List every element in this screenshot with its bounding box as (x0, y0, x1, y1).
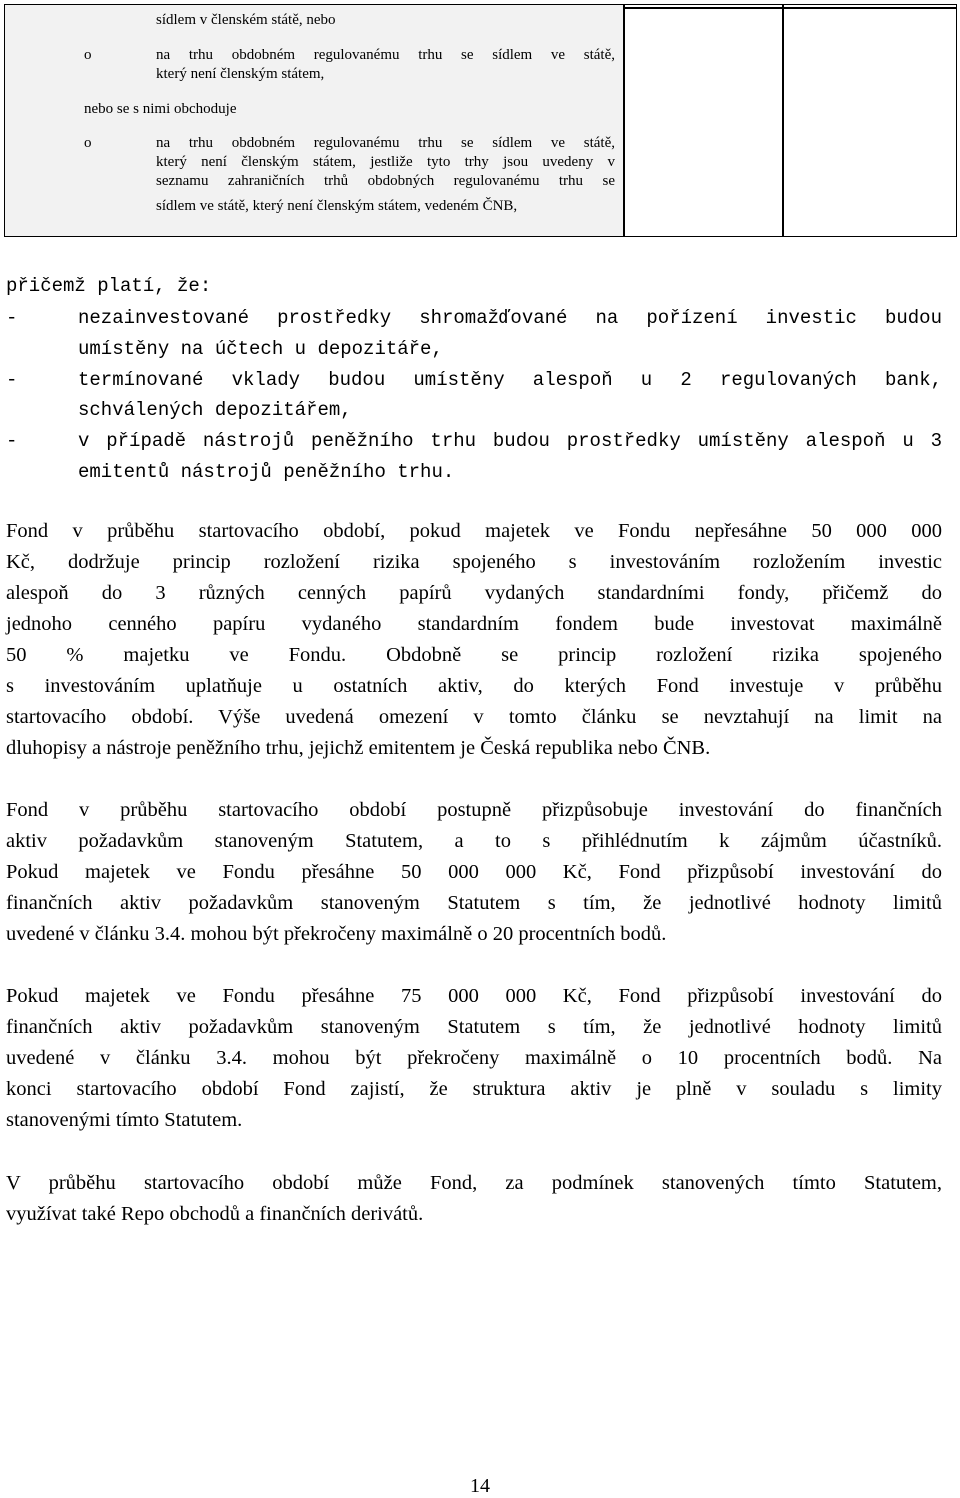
paragraph-line: Pokud majetek ve Fondu přesáhne 75 000 000 Kč, Fond přizpůsobí investování do (6, 985, 942, 1007)
table-cell-empty-3 (784, 5, 956, 236)
bullet-marker: o (84, 47, 92, 63)
list-item-line: termínované vklady budou umístěny alespoň u 2 regulovaných bank, (78, 369, 942, 391)
paragraph-line: s investováním uplatňuje u ostatních aktiv, do kterých Fond investuje v průběhu (6, 675, 942, 697)
paragraph-line: alespoň do 3 různých cenných papírů vydaných standardními fondy, přičemž do (6, 582, 942, 604)
paragraph-line: využívat také Repo obchodů a finančních derivátů. (6, 1203, 424, 1225)
table-line: seznamu zahraničních trhů obdobných regulovanému trhu se (156, 173, 615, 189)
list-dash: - (6, 430, 18, 452)
list-intro: přičemž platí, že: (6, 275, 212, 297)
list-dash: - (6, 307, 18, 329)
page-number: 14 (470, 1475, 490, 1497)
paragraph-line: jednoho cenného papíru vydaného standardním fondem bude investovat maximálně (6, 613, 942, 635)
paragraph-line: Fond v průběhu startovacího období postupně přizpůsobuje investování do finančních (6, 799, 942, 821)
paragraph-line: Pokud majetek ve Fondu přesáhne 50 000 000 Kč, Fond přizpůsobí investování do (6, 861, 942, 883)
list-item-line: schválených depozitářem, (78, 399, 352, 421)
table-column-divider (623, 5, 625, 236)
paragraph-line: aktiv požadavkům stanoveným Statutem, a to s přihlédnutím k zájmům účastníků. (6, 830, 942, 852)
bullet-marker: o (84, 135, 92, 151)
list-item-line: emitentů nástrojů peněžního trhu. (78, 461, 455, 483)
paragraph-line: V průběhu startovacího období může Fond, za podmínek stanovených tímto Statutem, (6, 1172, 942, 1194)
paragraph-line: 50 % majetku ve Fondu. Obdobně se princip rozložení rizika spojeného (6, 644, 942, 666)
table-line: sídlem ve státě, který není členským státem, vedeném ČNB, (156, 198, 518, 214)
paragraph-line: dluhopisy a nástroje peněžního trhu, jejichž emitentem je Česká republika nebo ČNB. (6, 737, 711, 759)
table-line: na trhu obdobném regulovanému trhu se sídlem ve státě, (156, 47, 615, 63)
paragraph-line: Kč, dodržuje princip rozložení rizika spojeného s investováním rozložením investic (6, 551, 942, 573)
table-line: který není členským státem, jestliže tyto trhy jsou uvedeny v (156, 154, 615, 170)
table-line: na trhu obdobném regulovanému trhu se sídlem ve státě, (156, 135, 615, 151)
paragraph-line: startovacího období. Výše uvedená omezení v tomto článku se nevztahují na limit na (6, 706, 942, 728)
paragraph-line: stanovenými tímto Statutem. (6, 1109, 243, 1131)
list-item-line: v případě nástrojů peněžního trhu budou prostředky umístěny alespoň u 3 (78, 430, 942, 452)
table-cell-empty-2 (625, 5, 782, 236)
paragraph-line: finančních aktiv požadavkům stanoveným Statutem s tím, že jednotlivé hodnoty limitů (6, 892, 942, 914)
table-line: který není členským státem, (156, 66, 325, 82)
paragraph-line: finančních aktiv požadavkům stanoveným Statutem s tím, že jednotlivé hodnoty limitů (6, 1016, 942, 1038)
list-dash: - (6, 369, 18, 391)
table-column-divider (782, 5, 784, 236)
paragraph-line: konci startovacího období Fond zajistí, že struktura aktiv je plně v souladu s limity (6, 1078, 942, 1100)
table-inner-border (625, 7, 956, 9)
table-line: sídlem v členském státě, nebo (156, 12, 336, 28)
table-line: nebo se s nimi obchoduje (84, 101, 237, 117)
paragraph-line: uvedené v článku 3.4. mohou být překročeny maximálně o 20 procentních bodů. (6, 923, 667, 945)
list-item-line: umístěny na účtech u depozitáře, (78, 338, 443, 360)
list-item-line: nezainvestované prostředky shromažďované na pořízení investic budou (78, 307, 942, 329)
paragraph-line: uvedené v článku 3.4. mohou být překročeny maximálně o 10 procentních bodů. Na (6, 1047, 942, 1069)
paragraph-line: Fond v průběhu startovacího období, pokud majetek ve Fondu nepřesáhne 50 000 000 (6, 520, 942, 542)
